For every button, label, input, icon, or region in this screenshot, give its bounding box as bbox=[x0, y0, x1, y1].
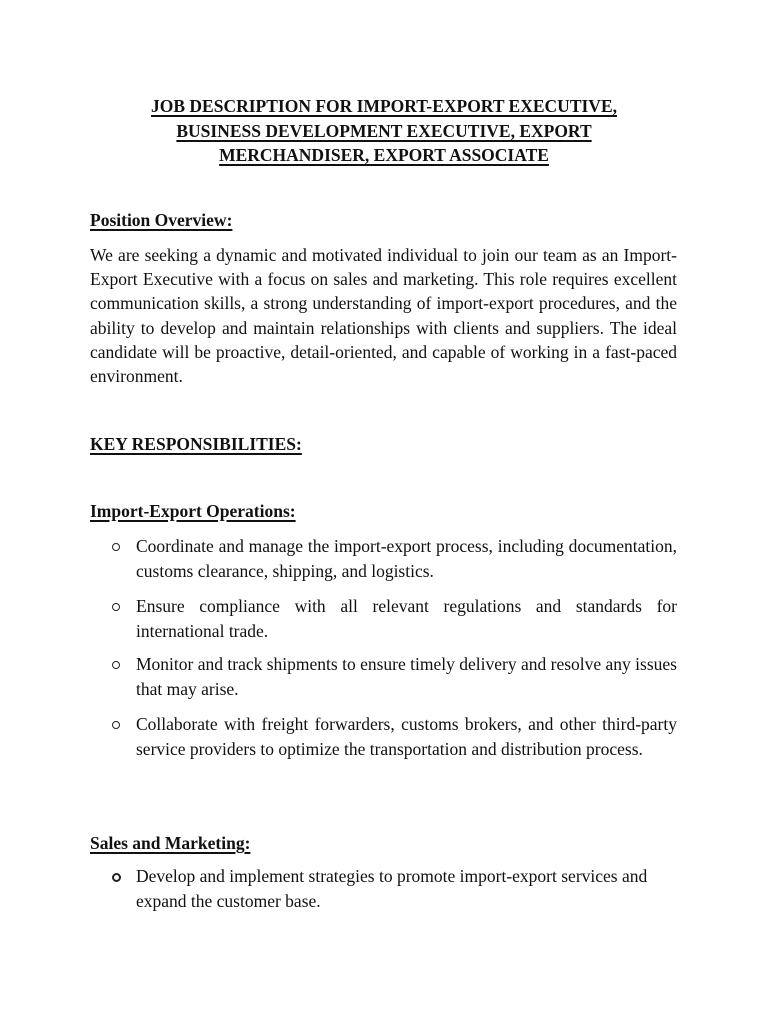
list-item-text: Develop and implement strategies to promote import-export services and expand the customer base. bbox=[136, 866, 648, 911]
list-item-text: Collaborate with freight forwarders, customs brokers, and other third-party service providers to optimize the transportation and distribution process. bbox=[136, 714, 677, 759]
list-item bbox=[112, 534, 677, 584]
position-overview-heading: Position Overview: bbox=[90, 210, 233, 230]
list-item bbox=[112, 864, 653, 914]
sales-and-marketing-heading: Sales and Marketing: bbox=[90, 833, 251, 853]
hollow-bullet-icon bbox=[112, 603, 120, 611]
list-item-text: Ensure compliance with all relevant regulations and standards for international trade. bbox=[136, 596, 677, 641]
key-responsibilities-heading: KEY RESPONSIBILITIES: bbox=[90, 434, 302, 454]
import-export-operations-heading: Import-Export Operations: bbox=[90, 501, 296, 521]
hollow-bullet-icon bbox=[112, 721, 120, 729]
list-item bbox=[112, 652, 677, 702]
list-item bbox=[112, 712, 677, 762]
list-item-text: Coordinate and manage the import-export process, including documentation, customs clearance, shipping, and logistics. bbox=[136, 536, 677, 581]
list-item-text: Monitor and track shipments to ensure timely delivery and resolve any issues that may arise. bbox=[136, 654, 677, 699]
title-line-2: BUSINESS DEVELOPMENT EXECUTIVE, EXPORT bbox=[176, 120, 592, 141]
hollow-bullet-icon bbox=[112, 543, 120, 551]
document-title bbox=[90, 94, 678, 168]
hollow-bullet-icon bbox=[112, 873, 121, 882]
title-line-1: JOB DESCRIPTION FOR IMPORT-EXPORT EXECUTIVE, bbox=[151, 96, 617, 116]
position-overview-paragraph: We are seeking a dynamic and motivated individual to join our team as an Import-Export Executive with a focus on sales and marketing. This role requires excellent communication skills, a strong understanding of import-export procedures, and the ability to develop and maintain relationships with clients and suppliers. The ideal candidate will be proactive, detail-oriented, and capable of working in a fast-paced environment. bbox=[90, 245, 677, 387]
title-line-3: MERCHANDISER, EXPORT ASSOCIATE bbox=[219, 145, 549, 165]
hollow-bullet-icon bbox=[112, 661, 120, 669]
list-item bbox=[112, 594, 677, 644]
